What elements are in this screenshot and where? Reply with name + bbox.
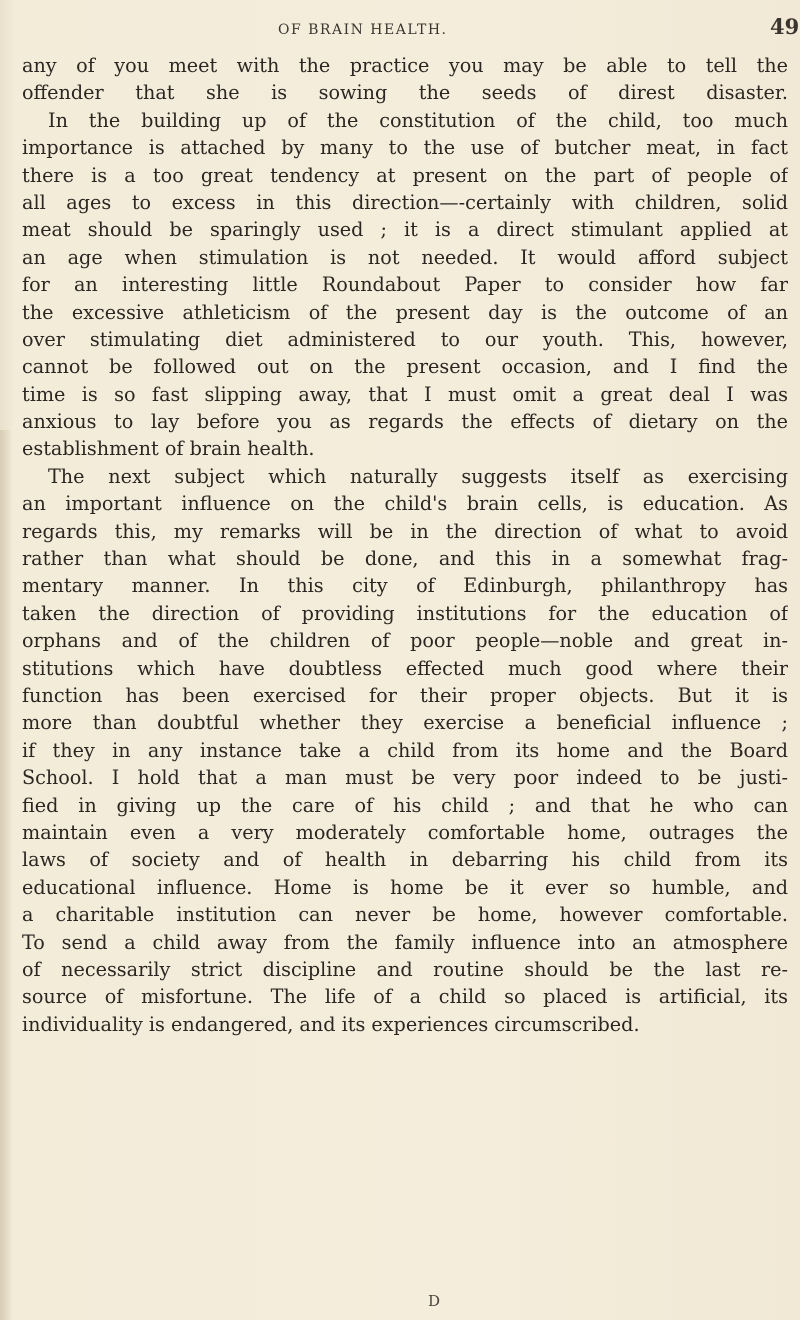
text-line: School. I hold that a man must be very poor indeed to be justi- bbox=[22, 766, 788, 790]
body-text bbox=[22, 52, 788, 1038]
text-line: offender that she is sowing the seeds of direst disaster. bbox=[22, 81, 788, 105]
text-line: The next subject which naturally suggests itself as exercising bbox=[48, 464, 788, 488]
text-line: a charitable institution can never be home, however comfortable. bbox=[22, 903, 788, 927]
text-line: To send a child away from the family influence into an atmosphere bbox=[22, 930, 788, 954]
binding-gutter bbox=[0, 430, 12, 1320]
text-line: cannot be followed out on the present occasion, and I find the bbox=[22, 355, 788, 379]
signature-mark: D bbox=[428, 1292, 441, 1310]
text-line: meat should be sparingly used ; it is a direct stimulant applied at bbox=[22, 218, 788, 242]
text-line: function has been exercised for their proper objects. But it is bbox=[22, 683, 788, 707]
page-number: 49 bbox=[770, 14, 800, 39]
running-head: OF BRAIN HEALTH. bbox=[278, 22, 448, 38]
text-line: orphans and of the children of poor people—noble and great in- bbox=[22, 629, 788, 653]
text-line: mentary manner. In this city of Edinburgh, philanthropy has bbox=[22, 574, 788, 598]
text-line: if they in any instance take a child from its home and the Board bbox=[22, 738, 788, 762]
text-line: an age when stimulation is not needed. It would afford subject bbox=[22, 245, 788, 269]
text-line: rather than what should be done, and this in a somewhat frag- bbox=[22, 547, 788, 571]
text-line: over stimulating diet administered to our youth. This, however, bbox=[22, 327, 788, 351]
text-line: of necessarily strict discipline and routine should be the last re- bbox=[22, 957, 788, 981]
text-line: an important influence on the child's brain cells, is education. As bbox=[22, 492, 788, 516]
text-line: regards this, my remarks will be in the direction of what to avoid bbox=[22, 519, 788, 543]
text-line: establishment of brain health. bbox=[22, 437, 315, 461]
text-line: source of misfortune. The life of a child so placed is artificial, its bbox=[22, 985, 788, 1009]
page-header bbox=[0, 12, 800, 52]
text-line: educational influence. Home is home be it ever so humble, and bbox=[22, 875, 788, 899]
text-line: there is a too great tendency at present on the part of people of bbox=[22, 163, 788, 187]
text-line: the excessive athleticism of the present day is the outcome of an bbox=[22, 300, 788, 324]
text-line: fied in giving up the care of his child ; and that he who can bbox=[22, 793, 788, 817]
text-line: more than doubtful whether they exercise a beneficial influence ; bbox=[22, 711, 788, 735]
text-line: individuality is endangered, and its experiences circumscribed. bbox=[22, 1012, 640, 1036]
text-line: any of you meet with the practice you may be able to tell the bbox=[22, 54, 788, 77]
text-line: importance is attached by many to the use of butcher meat, in fact bbox=[22, 136, 788, 160]
text-line: all ages to excess in this direction—-certainly with children, solid bbox=[22, 190, 788, 214]
text-line: taken the direction of providing institutions for the education of bbox=[22, 601, 788, 625]
text-line: anxious to lay before you as regards the effects of dietary on the bbox=[22, 410, 788, 434]
text-line: time is so fast slipping away, that I must omit a great deal I was bbox=[22, 382, 788, 406]
text-line: In the building up of the constitution of the child, too much bbox=[48, 108, 788, 132]
text-line: laws of society and of health in debarring his child from its bbox=[22, 848, 788, 872]
text-line: for an interesting little Roundabout Paper to consider how far bbox=[22, 273, 788, 297]
text-line: stitutions which have doubtless effected much good where their bbox=[22, 656, 788, 680]
text-line: maintain even a very moderately comfortable home, outrages the bbox=[22, 820, 788, 844]
